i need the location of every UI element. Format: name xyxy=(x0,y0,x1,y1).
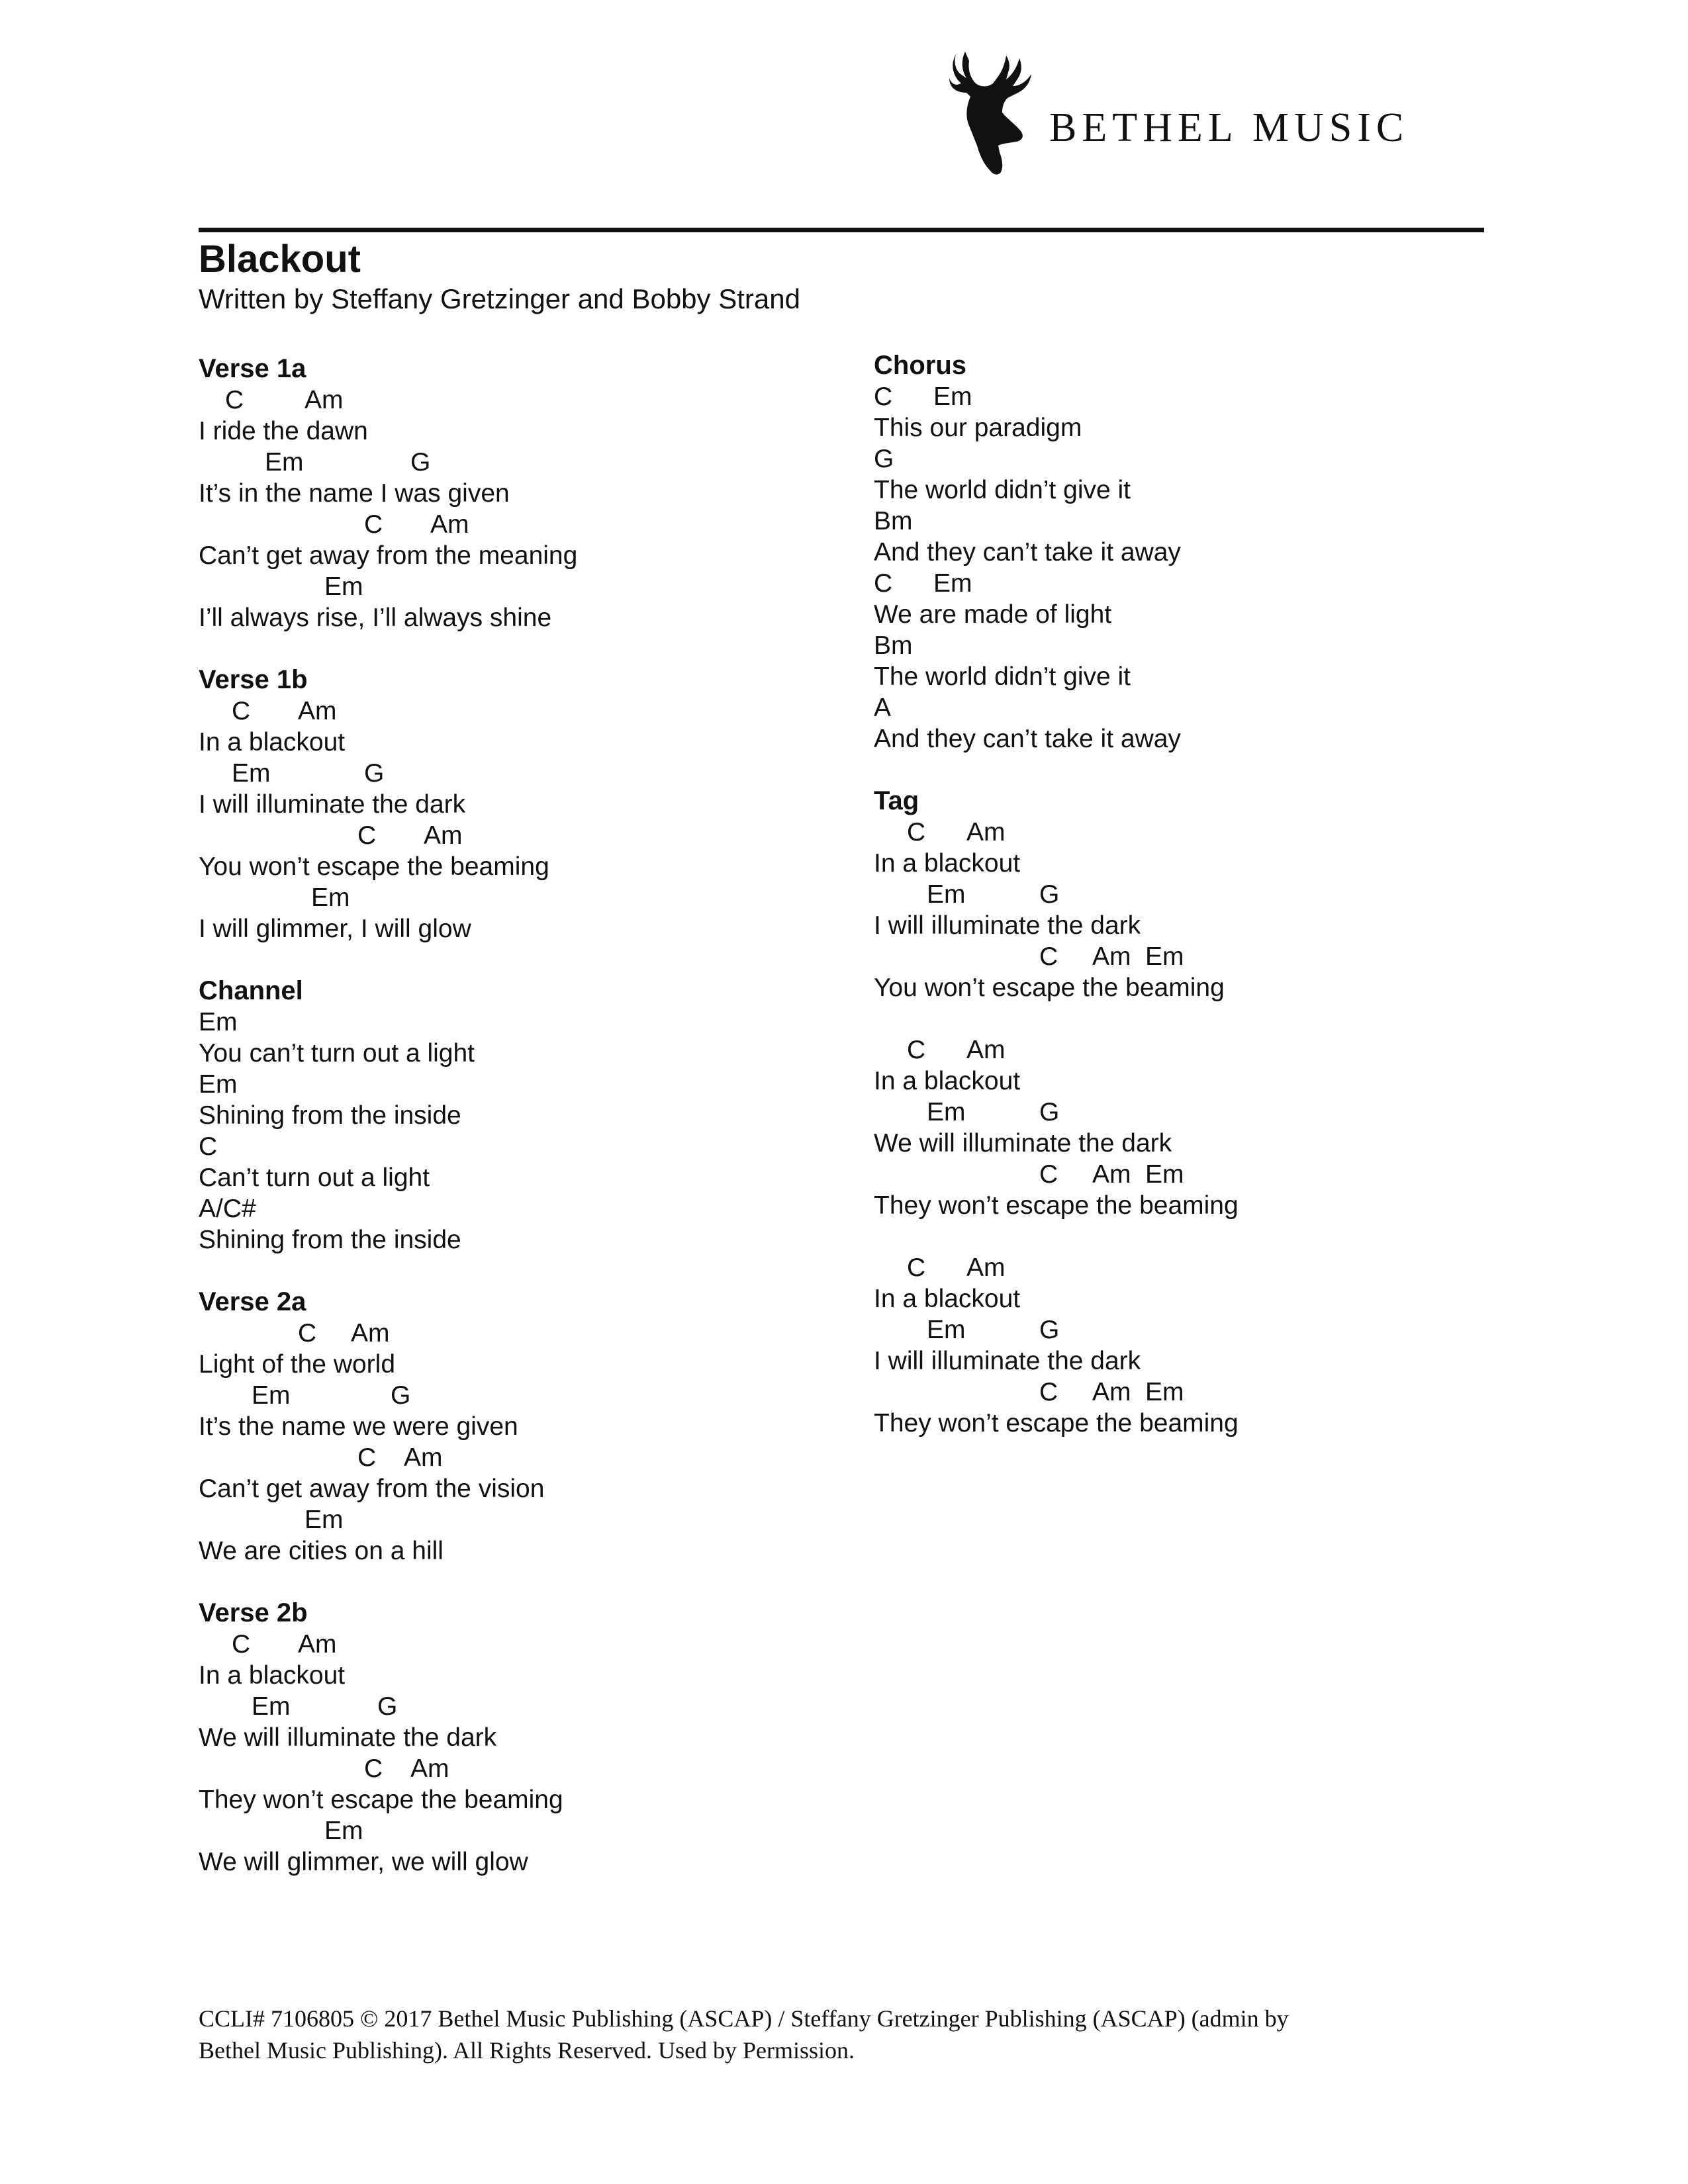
chord: Am xyxy=(1092,1378,1131,1406)
song-section xyxy=(199,976,861,1255)
chord: Em xyxy=(305,1506,344,1534)
chord-row xyxy=(199,1193,861,1224)
chord: Am xyxy=(298,1630,337,1659)
chord-row xyxy=(874,692,1536,723)
chord: G xyxy=(410,448,431,477)
chord-row xyxy=(874,1314,1536,1345)
chord: C xyxy=(357,1443,377,1472)
chord: Em xyxy=(232,759,271,788)
chord: G xyxy=(364,759,385,788)
section-heading: Tag xyxy=(874,786,919,815)
lyric-line: In a blackout xyxy=(874,849,1021,878)
section-heading: Channel xyxy=(199,976,303,1005)
lyric-line: In a blackout xyxy=(874,1067,1021,1095)
chord-row xyxy=(199,758,861,789)
chord: Em xyxy=(927,1098,966,1126)
lyric-line: I will illuminate the dark xyxy=(874,1347,1141,1375)
chord: Am xyxy=(966,1253,1006,1282)
lyric-line: Can’t get away from the vision xyxy=(199,1475,545,1503)
left-column xyxy=(199,353,861,1909)
lyric-line: In a blackout xyxy=(874,1285,1021,1313)
song-section xyxy=(199,1598,861,1878)
lyric-line: I ride the dawn xyxy=(199,417,368,445)
chord: C xyxy=(357,821,377,850)
chord: Bm xyxy=(874,631,913,660)
lyric-line: And they can’t take it away xyxy=(874,725,1181,753)
chord: Em xyxy=(1145,1160,1184,1189)
lyric-line: You won’t escape the beaming xyxy=(199,852,549,881)
chord-row xyxy=(874,1159,1536,1190)
section-heading: Verse 2b xyxy=(199,1598,308,1627)
chord-row xyxy=(874,1034,1536,1066)
chord: G xyxy=(874,445,894,473)
chord-row xyxy=(199,509,861,540)
chord-row xyxy=(199,1753,861,1784)
copyright-footer xyxy=(199,2003,1496,2066)
chord-row xyxy=(199,882,861,913)
chord: Am xyxy=(430,510,469,539)
copyright-line-1: CCLI# 7106805 © 2017 Bethel Music Publishing (ASCAP) / Steffany Gretzinger Publishing (ASCAP) (admin by xyxy=(199,2005,1289,2032)
song-section xyxy=(874,786,1536,1439)
chord: C xyxy=(225,386,244,414)
chord: A/C# xyxy=(199,1195,256,1223)
chord-row xyxy=(874,381,1536,412)
chord: C xyxy=(232,1630,251,1659)
chord: Am xyxy=(1092,942,1131,971)
chord-row xyxy=(874,443,1536,475)
chord-row xyxy=(199,1318,861,1349)
section-heading: Verse 2a xyxy=(199,1287,306,1316)
stanza-gap xyxy=(874,1003,1536,1034)
right-column xyxy=(874,350,1536,1470)
chord-row xyxy=(199,571,861,602)
chord: Am xyxy=(305,386,344,414)
chord-row xyxy=(199,1691,861,1722)
chord: Am xyxy=(966,1036,1006,1064)
chord: Em xyxy=(933,569,972,598)
lyric-line: I will illuminate the dark xyxy=(874,911,1141,940)
chord-row xyxy=(874,1377,1536,1408)
chord-row xyxy=(874,506,1536,537)
chord-row xyxy=(874,941,1536,972)
lyric-line: Can’t get away from the meaning xyxy=(199,541,578,570)
chord-row xyxy=(199,1815,861,1846)
chord: C xyxy=(907,818,926,846)
chord: G xyxy=(1039,1098,1060,1126)
song-section xyxy=(199,1287,861,1567)
lyric-line: It’s in the name I was given xyxy=(199,479,510,508)
chord: C xyxy=(907,1253,926,1282)
lyric-line: The world didn’t give it xyxy=(874,662,1131,691)
song-title: Blackout xyxy=(199,238,361,281)
lyric-line: Shining from the inside xyxy=(199,1226,461,1254)
chord: Am xyxy=(351,1319,390,1347)
header-rule xyxy=(199,228,1484,232)
chord: G xyxy=(377,1692,398,1721)
lyric-line: I’ll always rise, I’ll always shine xyxy=(199,604,552,632)
chord-row xyxy=(874,1097,1536,1128)
chord: C xyxy=(298,1319,317,1347)
chord: C xyxy=(907,1036,926,1064)
chord-row xyxy=(874,568,1536,599)
chord: C xyxy=(364,510,383,539)
chord: Am xyxy=(410,1754,449,1783)
chord: Am xyxy=(1092,1160,1131,1189)
chord: G xyxy=(391,1381,411,1410)
lyric-line: It’s the name we were given xyxy=(199,1412,518,1441)
lyric-line: In a blackout xyxy=(199,728,346,756)
lyric-line: We will illuminate the dark xyxy=(874,1129,1172,1158)
section-heading: Chorus xyxy=(874,351,966,380)
lyric-line: You won’t escape the beaming xyxy=(874,974,1225,1002)
song-section xyxy=(874,350,1536,754)
chord: Am xyxy=(424,821,463,850)
lyric-line: Light of the world xyxy=(199,1350,396,1379)
chord-row xyxy=(199,1131,861,1162)
section-heading: Verse 1b xyxy=(199,665,308,694)
lyric-line: I will illuminate the dark xyxy=(199,790,466,819)
chord-row xyxy=(199,447,861,478)
lyric-line: In a blackout xyxy=(199,1661,346,1690)
chord-row xyxy=(199,1007,861,1038)
lyric-line: They won’t escape the beaming xyxy=(874,1409,1239,1437)
lyric-line: They won’t escape the beaming xyxy=(199,1786,563,1814)
chord: Am xyxy=(966,818,1006,846)
chord: Em xyxy=(252,1381,291,1410)
chord: C xyxy=(364,1754,383,1783)
chord-row xyxy=(199,1069,861,1100)
chord: Em xyxy=(927,880,966,909)
chord: Em xyxy=(324,1817,363,1845)
chord: Em xyxy=(199,1070,238,1099)
lyric-line: They won’t escape the beaming xyxy=(874,1191,1239,1220)
chord: Em xyxy=(252,1692,291,1721)
chord: Em xyxy=(265,448,304,477)
bethel-music-logo xyxy=(947,46,1476,179)
chord: C xyxy=(874,383,893,411)
chord: Am xyxy=(298,697,337,725)
lyric-line: This our paradigm xyxy=(874,414,1082,442)
chord-row xyxy=(874,817,1536,848)
lyric-line: And they can’t take it away xyxy=(874,538,1181,567)
chord: Bm xyxy=(874,507,913,535)
chord: Em xyxy=(1145,942,1184,971)
chord: Am xyxy=(404,1443,443,1472)
lyric-line: We are cities on a hill xyxy=(199,1537,444,1565)
chord: C xyxy=(1039,1160,1058,1189)
chord-row xyxy=(199,696,861,727)
chord: C xyxy=(1039,1378,1058,1406)
chord-row xyxy=(199,820,861,851)
chord: Em xyxy=(324,572,363,601)
chord-row xyxy=(874,879,1536,910)
lyric-line: The world didn’t give it xyxy=(874,476,1131,504)
chord: C xyxy=(232,697,251,725)
copyright-line-2: Bethel Music Publishing). All Rights Reserved. Used by Permission. xyxy=(199,2037,855,2064)
lyric-line: We are made of light xyxy=(874,600,1112,629)
chord-row xyxy=(199,1629,861,1660)
stanza-gap xyxy=(874,1221,1536,1252)
chord: G xyxy=(1039,880,1060,909)
lyric-line: Can’t turn out a light xyxy=(199,1163,430,1192)
chord: C xyxy=(1039,942,1058,971)
chord: Em xyxy=(311,884,350,912)
song-section xyxy=(199,664,861,944)
section-heading: Verse 1a xyxy=(199,354,306,383)
chord: A xyxy=(874,694,892,722)
song-credits: Written by Steffany Gretzinger and Bobby Strand xyxy=(199,283,800,314)
lyric-line: Shining from the inside xyxy=(199,1101,461,1130)
lyric-line: I will glimmer, I will glow xyxy=(199,915,471,943)
deer-head-icon xyxy=(947,46,1039,179)
chord-row xyxy=(199,1380,861,1411)
chord: Em xyxy=(933,383,972,411)
lyric-line: You can’t turn out a light xyxy=(199,1039,475,1068)
brand-name: BETHEL MUSIC xyxy=(1049,105,1409,150)
chord: Em xyxy=(1145,1378,1184,1406)
chord: Em xyxy=(927,1316,966,1344)
chord-row xyxy=(199,1442,861,1473)
chord: C xyxy=(874,569,893,598)
chord: Em xyxy=(199,1008,238,1036)
lyric-line: We will glimmer, we will glow xyxy=(199,1848,528,1876)
chord-row xyxy=(199,1504,861,1535)
chord-row xyxy=(199,385,861,416)
chord: G xyxy=(1039,1316,1060,1344)
chord: C xyxy=(199,1132,218,1161)
chord-row xyxy=(874,1252,1536,1283)
chord-row xyxy=(874,630,1536,661)
lyric-line: We will illuminate the dark xyxy=(199,1723,497,1752)
song-section xyxy=(199,353,861,633)
